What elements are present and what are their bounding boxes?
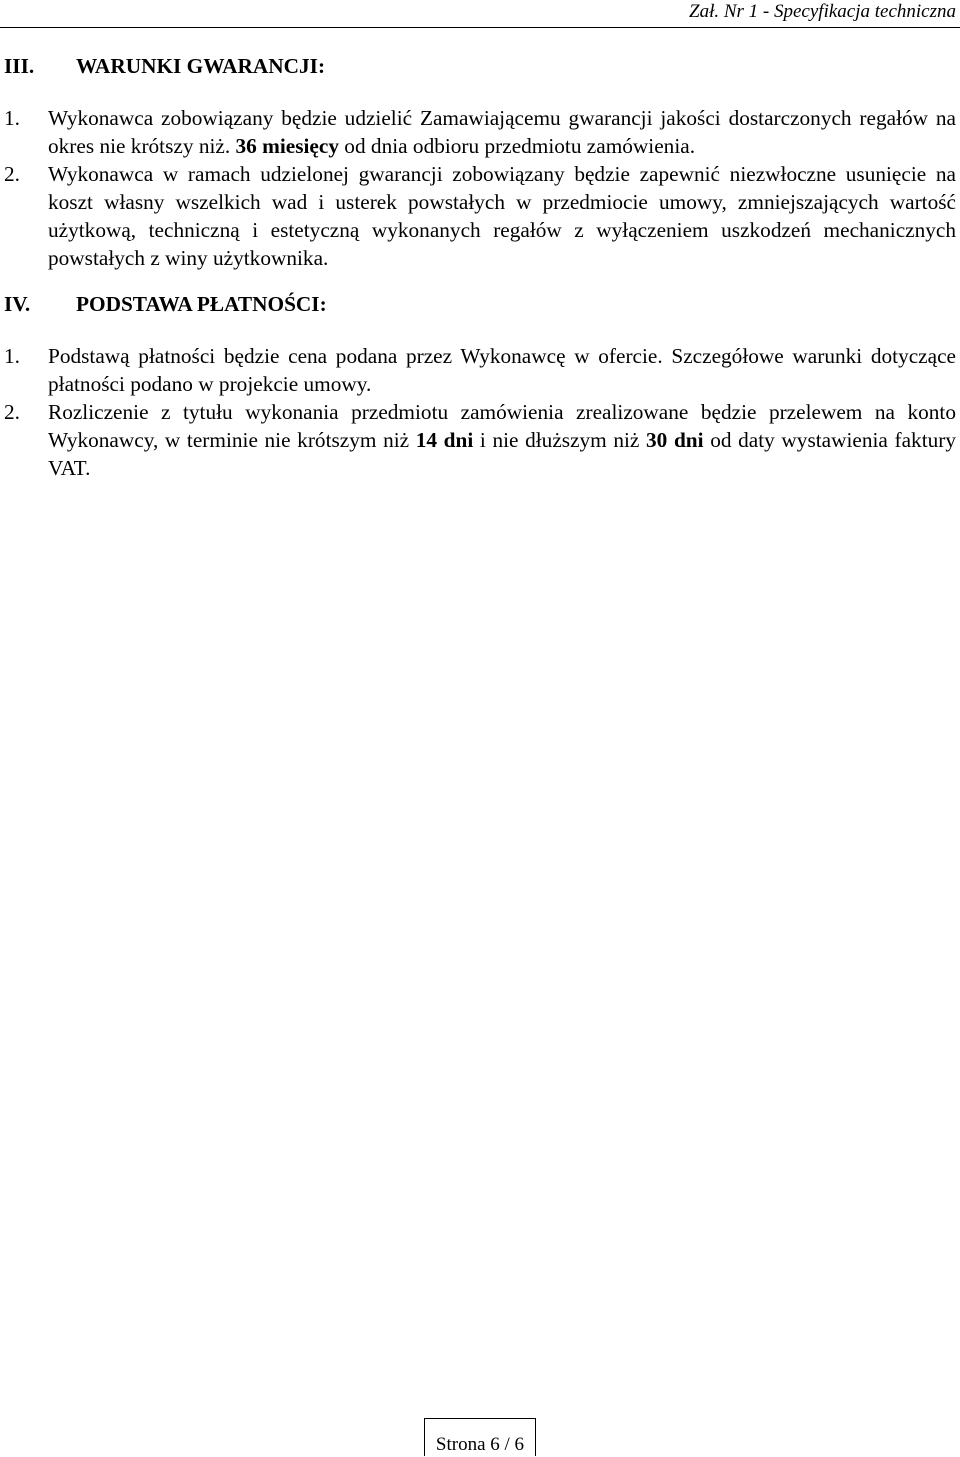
item-text-part: od dnia odbioru przedmiotu zamówienia. — [338, 134, 696, 158]
item-text: Wykonawca w ramach udzielonej gwarancji zobowiązany będzie zapewnić niezwłoczne usunięcie na koszt własny wszelkich wad i usterek powstałych w przedmiocie umowy, zmniejszających wartość użytkową, techniczną i estetyczną wykonanych regałów z wyłączeniem uszkodzeń mechanicznych powstałych z winy użytkownika. — [48, 162, 956, 270]
document-body — [4, 52, 956, 482]
item-number: 1. — [4, 106, 20, 130]
page-header: Zał. Nr 1 - Specyfikacja techniczna — [689, 1, 956, 22]
header-rule — [0, 27, 960, 28]
section-heading-warunki-gwarancji — [4, 52, 956, 80]
section-title: WARUNKI GWARANCJI: — [76, 54, 326, 78]
item-text-part: Wykonawca zobowiązany będzie udzielić Zamawiającemu gwarancji jakości dostarczonych regałów na okres nie krótszy niż. — [48, 106, 956, 158]
item-text-part: Rozliczenie z tytułu wykonania przedmiotu zamówienia zrealizowane będzie przelewem na konto Wykonawcy, w terminie nie krótszym niż — [48, 400, 956, 452]
list-item-payment-basis — [4, 342, 956, 398]
warranty-duration: 36 miesięcy — [235, 134, 339, 158]
item-number: 1. — [4, 344, 20, 368]
item-text-part: od daty wystawienia faktury VAT. — [48, 428, 957, 480]
item-text — [48, 398, 956, 482]
payment-max-days: 30 dni — [646, 428, 704, 452]
item-text — [48, 104, 956, 160]
item-text-part: i nie dłuższym niż — [473, 428, 647, 452]
payment-min-days: 14 dni — [415, 428, 474, 452]
list-item-payment-terms — [4, 398, 956, 482]
item-number: 2. — [4, 400, 20, 424]
section-number: IV. — [4, 292, 31, 316]
section-title: PODSTAWA PŁATNOŚCI: — [76, 292, 327, 316]
page-number: Strona 6 / 6 — [435, 1434, 525, 1455]
item-number: 2. — [4, 162, 20, 186]
section-heading-podstawa-platnosci — [4, 290, 956, 318]
item-text: Podstawą płatności będzie cena podana przez Wykonawcę w ofercie. Szczegółowe warunki dotyczące płatności podano w projekcie umowy. — [48, 344, 956, 396]
page-number-footer — [424, 1418, 536, 1456]
list-item-warranty-repairs — [4, 160, 956, 272]
section-number: III. — [4, 54, 35, 78]
list-item-warranty-period — [4, 104, 956, 160]
